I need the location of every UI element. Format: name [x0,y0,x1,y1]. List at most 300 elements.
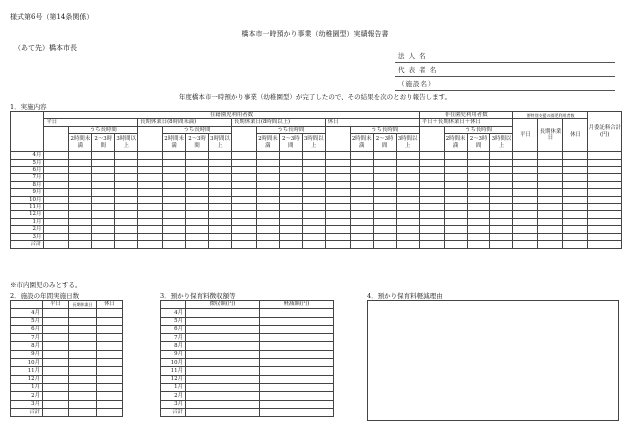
entry-cell[interactable] [538,196,563,203]
entry-cell[interactable] [588,152,622,159]
entry-cell[interactable] [373,241,396,248]
entry-cell[interactable] [279,233,302,240]
entry-cell[interactable] [467,189,490,196]
entry-cell[interactable] [350,226,373,233]
entry-cell[interactable] [69,408,97,416]
entry-cell[interactable] [44,204,69,211]
entry-cell[interactable] [538,233,563,240]
entry-cell[interactable] [396,181,419,188]
entry-cell[interactable] [186,241,209,248]
entry-cell[interactable] [186,367,260,375]
entry-cell[interactable] [69,189,92,196]
entry-cell[interactable] [163,174,186,181]
entry-cell[interactable] [396,167,419,174]
entry-cell[interactable] [538,204,563,211]
entry-cell[interactable] [419,189,444,196]
entry-cell[interactable] [92,189,115,196]
entry-cell[interactable] [350,174,373,181]
entry-cell[interactable] [467,196,490,203]
entry-cell[interactable] [588,204,622,211]
entry-cell[interactable] [373,152,396,159]
entry-cell[interactable] [467,204,490,211]
entry-cell[interactable] [44,226,69,233]
entry-cell[interactable] [97,367,123,375]
entry-cell[interactable] [444,174,467,181]
entry-cell[interactable] [186,196,209,203]
entry-cell[interactable] [302,159,325,166]
entry-cell[interactable] [186,152,209,159]
entry-cell[interactable] [43,375,69,383]
entry-cell[interactable] [44,189,69,196]
entry-cell[interactable] [256,189,279,196]
entry-cell[interactable] [138,204,163,211]
entry-cell[interactable] [490,204,513,211]
entry-cell[interactable] [444,167,467,174]
entry-cell[interactable] [396,226,419,233]
entry-cell[interactable] [279,226,302,233]
entry-cell[interactable] [513,167,538,174]
entry-cell[interactable] [208,174,231,181]
entry-cell[interactable] [260,309,334,317]
entry-cell[interactable] [490,211,513,218]
reduction-reason-box[interactable] [367,300,619,421]
entry-cell[interactable] [256,218,279,225]
entry-cell[interactable] [138,159,163,166]
entry-cell[interactable] [513,189,538,196]
entry-cell[interactable] [325,226,350,233]
entry-cell[interactable] [69,334,97,342]
entry-cell[interactable] [44,152,69,159]
entry-cell[interactable] [513,241,538,248]
entry-cell[interactable] [325,196,350,203]
entry-cell[interactable] [69,392,97,400]
entry-cell[interactable] [138,218,163,225]
entry-cell[interactable] [92,233,115,240]
entry-cell[interactable] [279,211,302,218]
entry-cell[interactable] [97,383,123,391]
entry-cell[interactable] [279,189,302,196]
entry-cell[interactable] [186,392,260,400]
entry-cell[interactable] [69,167,92,174]
entry-cell[interactable] [69,350,97,358]
entry-cell[interactable] [186,189,209,196]
entry-cell[interactable] [43,359,69,367]
entry-cell[interactable] [115,226,138,233]
entry-cell[interactable] [43,317,69,325]
entry-cell[interactable] [490,174,513,181]
entry-cell[interactable] [186,400,260,408]
entry-cell[interactable] [69,174,92,181]
entry-cell[interactable] [256,226,279,233]
entry-cell[interactable] [138,174,163,181]
entry-cell[interactable] [260,317,334,325]
entry-cell[interactable] [350,241,373,248]
entry-cell[interactable] [444,241,467,248]
entry-cell[interactable] [325,233,350,240]
entry-cell[interactable] [419,152,444,159]
entry-cell[interactable] [69,309,97,317]
entry-cell[interactable] [69,152,92,159]
entry-cell[interactable] [260,350,334,358]
entry-cell[interactable] [444,204,467,211]
entry-cell[interactable] [325,174,350,181]
entry-cell[interactable] [350,218,373,225]
entry-cell[interactable] [186,317,260,325]
entry-cell[interactable] [43,350,69,358]
entry-cell[interactable] [419,218,444,225]
entry-cell[interactable] [92,196,115,203]
entry-cell[interactable] [186,174,209,181]
entry-cell[interactable] [563,189,588,196]
entry-cell[interactable] [138,181,163,188]
entry-cell[interactable] [97,325,123,333]
entry-cell[interactable] [92,204,115,211]
entry-cell[interactable] [373,159,396,166]
entry-cell[interactable] [97,375,123,383]
entry-cell[interactable] [69,317,97,325]
entry-cell[interactable] [444,189,467,196]
entry-cell[interactable] [467,159,490,166]
entry-cell[interactable] [256,233,279,240]
entry-cell[interactable] [444,226,467,233]
entry-cell[interactable] [69,367,97,375]
entry-cell[interactable] [138,189,163,196]
entry-cell[interactable] [419,167,444,174]
entry-cell[interactable] [373,204,396,211]
entry-cell[interactable] [444,159,467,166]
entry-cell[interactable] [350,233,373,240]
entry-cell[interactable] [467,241,490,248]
entry-cell[interactable] [256,167,279,174]
entry-cell[interactable] [163,159,186,166]
entry-cell[interactable] [260,383,334,391]
entry-cell[interactable] [260,325,334,333]
entry-cell[interactable] [138,211,163,218]
entry-cell[interactable] [186,181,209,188]
entry-cell[interactable] [325,211,350,218]
entry-cell[interactable] [138,241,163,248]
entry-cell[interactable] [373,211,396,218]
entry-cell[interactable] [350,211,373,218]
entry-cell[interactable] [396,218,419,225]
entry-cell[interactable] [208,189,231,196]
entry-cell[interactable] [231,159,256,166]
entry-cell[interactable] [419,233,444,240]
entry-cell[interactable] [115,211,138,218]
entry-cell[interactable] [208,233,231,240]
entry-cell[interactable] [92,241,115,248]
entry-cell[interactable] [138,226,163,233]
entry-cell[interactable] [163,152,186,159]
entry-cell[interactable] [208,152,231,159]
entry-cell[interactable] [373,167,396,174]
entry-cell[interactable] [69,342,97,350]
entry-cell[interactable] [97,350,123,358]
entry-cell[interactable] [513,211,538,218]
entry-cell[interactable] [563,241,588,248]
entry-cell[interactable] [69,181,92,188]
entry-cell[interactable] [115,189,138,196]
entry-cell[interactable] [138,167,163,174]
entry-cell[interactable] [115,152,138,159]
entry-cell[interactable] [563,167,588,174]
entry-cell[interactable] [373,181,396,188]
entry-cell[interactable] [350,159,373,166]
entry-cell[interactable] [325,241,350,248]
entry-cell[interactable] [186,233,209,240]
entry-cell[interactable] [44,196,69,203]
entry-cell[interactable] [490,196,513,203]
entry-cell[interactable] [350,196,373,203]
entry-cell[interactable] [163,218,186,225]
entry-cell[interactable] [279,181,302,188]
entry-cell[interactable] [69,204,92,211]
entry-cell[interactable] [44,159,69,166]
entry-cell[interactable] [92,159,115,166]
entry-cell[interactable] [538,159,563,166]
entry-cell[interactable] [279,174,302,181]
entry-cell[interactable] [115,159,138,166]
entry-cell[interactable] [279,167,302,174]
entry-cell[interactable] [396,174,419,181]
entry-cell[interactable] [419,196,444,203]
entry-cell[interactable] [69,226,92,233]
entry-cell[interactable] [231,226,256,233]
entry-cell[interactable] [467,174,490,181]
entry-cell[interactable] [44,174,69,181]
entry-cell[interactable] [419,181,444,188]
entry-cell[interactable] [256,181,279,188]
entry-cell[interactable] [373,189,396,196]
entry-cell[interactable] [538,181,563,188]
entry-cell[interactable] [419,174,444,181]
entry-cell[interactable] [97,392,123,400]
entry-cell[interactable] [588,159,622,166]
entry-cell[interactable] [97,359,123,367]
entry-cell[interactable] [256,152,279,159]
entry-cell[interactable] [186,334,260,342]
entry-cell[interactable] [563,233,588,240]
entry-cell[interactable] [260,408,334,416]
entry-cell[interactable] [490,226,513,233]
entry-cell[interactable] [396,189,419,196]
entry-cell[interactable] [44,167,69,174]
entry-cell[interactable] [538,218,563,225]
entry-cell[interactable] [163,189,186,196]
entry-cell[interactable] [138,196,163,203]
entry-cell[interactable] [588,174,622,181]
entry-cell[interactable] [231,167,256,174]
entry-cell[interactable] [186,226,209,233]
entry-cell[interactable] [186,359,260,367]
entry-cell[interactable] [588,241,622,248]
entry-cell[interactable] [97,342,123,350]
entry-cell[interactable] [373,196,396,203]
entry-cell[interactable] [563,159,588,166]
entry-cell[interactable] [260,375,334,383]
entry-cell[interactable] [97,334,123,342]
entry-cell[interactable] [588,167,622,174]
entry-cell[interactable] [396,204,419,211]
entry-cell[interactable] [467,218,490,225]
entry-cell[interactable] [97,400,123,408]
entry-cell[interactable] [256,159,279,166]
entry-cell[interactable] [490,167,513,174]
entry-cell[interactable] [256,174,279,181]
entry-cell[interactable] [538,189,563,196]
entry-cell[interactable] [208,204,231,211]
entry-cell[interactable] [163,204,186,211]
entry-cell[interactable] [444,211,467,218]
entry-cell[interactable] [208,181,231,188]
entry-cell[interactable] [302,174,325,181]
entry-cell[interactable] [231,152,256,159]
entry-cell[interactable] [256,196,279,203]
entry-cell[interactable] [69,383,97,391]
entry-cell[interactable] [256,211,279,218]
entry-cell[interactable] [163,196,186,203]
entry-cell[interactable] [44,181,69,188]
entry-cell[interactable] [563,204,588,211]
entry-cell[interactable] [43,342,69,350]
entry-cell[interactable] [490,159,513,166]
entry-cell[interactable] [208,196,231,203]
entry-cell[interactable] [325,159,350,166]
entry-cell[interactable] [350,204,373,211]
entry-cell[interactable] [302,241,325,248]
entry-cell[interactable] [186,350,260,358]
entry-cell[interactable] [325,218,350,225]
entry-cell[interactable] [115,241,138,248]
entry-cell[interactable] [92,211,115,218]
entry-cell[interactable] [538,241,563,248]
entry-cell[interactable] [208,218,231,225]
entry-cell[interactable] [490,241,513,248]
entry-cell[interactable] [513,233,538,240]
entry-cell[interactable] [467,181,490,188]
entry-cell[interactable] [325,189,350,196]
entry-cell[interactable] [69,241,92,248]
entry-cell[interactable] [163,226,186,233]
entry-cell[interactable] [302,152,325,159]
entry-cell[interactable] [231,204,256,211]
entry-cell[interactable] [467,226,490,233]
entry-cell[interactable] [396,233,419,240]
entry-cell[interactable] [44,241,69,248]
entry-cell[interactable] [92,226,115,233]
entry-cell[interactable] [92,167,115,174]
entry-cell[interactable] [43,400,69,408]
entry-cell[interactable] [260,392,334,400]
entry-cell[interactable] [396,159,419,166]
entry-cell[interactable] [538,226,563,233]
entry-cell[interactable] [279,218,302,225]
entry-cell[interactable] [69,196,92,203]
entry-cell[interactable] [513,204,538,211]
entry-cell[interactable] [419,211,444,218]
entry-cell[interactable] [69,233,92,240]
entry-cell[interactable] [256,241,279,248]
entry-cell[interactable] [467,152,490,159]
entry-cell[interactable] [513,174,538,181]
entry-cell[interactable] [208,159,231,166]
entry-cell[interactable] [44,211,69,218]
entry-cell[interactable] [444,233,467,240]
entry-cell[interactable] [231,181,256,188]
entry-cell[interactable] [490,218,513,225]
entry-cell[interactable] [115,174,138,181]
entry-cell[interactable] [588,218,622,225]
entry-cell[interactable] [138,152,163,159]
entry-cell[interactable] [325,167,350,174]
entry-cell[interactable] [588,196,622,203]
entry-cell[interactable] [115,218,138,225]
entry-cell[interactable] [69,159,92,166]
entry-cell[interactable] [563,218,588,225]
entry-cell[interactable] [208,211,231,218]
entry-cell[interactable] [43,325,69,333]
entry-cell[interactable] [138,233,163,240]
entry-cell[interactable] [260,334,334,342]
entry-cell[interactable] [69,359,97,367]
entry-cell[interactable] [490,152,513,159]
entry-cell[interactable] [444,196,467,203]
entry-cell[interactable] [396,196,419,203]
entry-cell[interactable] [302,181,325,188]
entry-cell[interactable] [513,196,538,203]
entry-cell[interactable] [92,152,115,159]
entry-cell[interactable] [490,233,513,240]
entry-cell[interactable] [419,241,444,248]
entry-cell[interactable] [186,325,260,333]
entry-cell[interactable] [231,174,256,181]
entry-cell[interactable] [302,196,325,203]
entry-cell[interactable] [186,211,209,218]
entry-cell[interactable] [186,375,260,383]
entry-cell[interactable] [97,317,123,325]
entry-cell[interactable] [163,167,186,174]
entry-cell[interactable] [373,233,396,240]
entry-cell[interactable] [69,218,92,225]
entry-cell[interactable] [350,189,373,196]
entry-cell[interactable] [302,167,325,174]
entry-cell[interactable] [260,367,334,375]
entry-cell[interactable] [302,211,325,218]
entry-cell[interactable] [467,211,490,218]
entry-cell[interactable] [588,233,622,240]
entry-cell[interactable] [69,325,97,333]
entry-cell[interactable] [444,181,467,188]
entry-cell[interactable] [563,152,588,159]
entry-cell[interactable] [350,181,373,188]
entry-cell[interactable] [588,211,622,218]
entry-cell[interactable] [231,211,256,218]
entry-cell[interactable] [97,408,123,416]
entry-cell[interactable] [92,218,115,225]
entry-cell[interactable] [373,226,396,233]
entry-cell[interactable] [208,167,231,174]
entry-cell[interactable] [208,241,231,248]
entry-cell[interactable] [467,167,490,174]
entry-cell[interactable] [163,181,186,188]
entry-cell[interactable] [538,211,563,218]
entry-cell[interactable] [163,233,186,240]
entry-cell[interactable] [231,241,256,248]
entry-cell[interactable] [260,342,334,350]
entry-cell[interactable] [69,375,97,383]
entry-cell[interactable] [302,189,325,196]
entry-cell[interactable] [513,181,538,188]
